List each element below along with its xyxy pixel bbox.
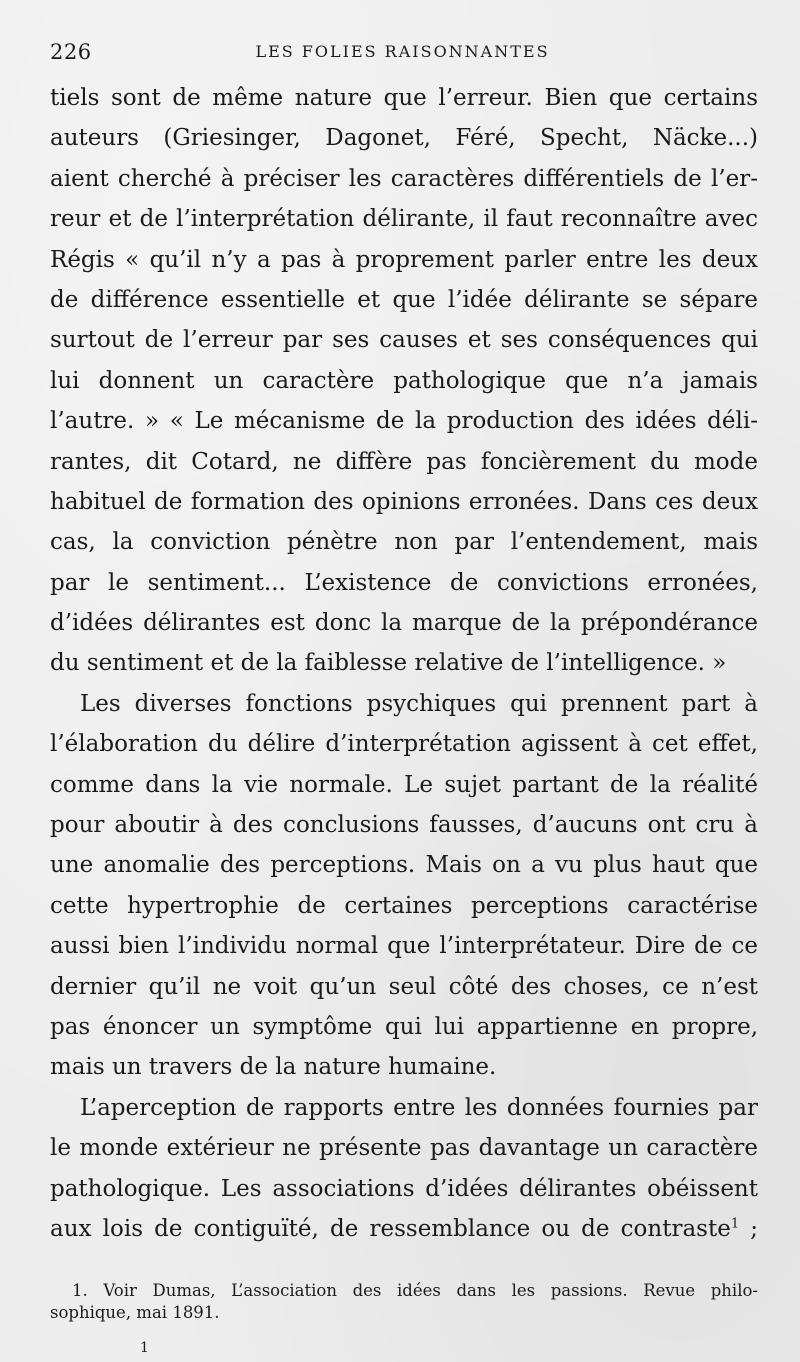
footnotes [50,1280,758,1324]
text-line: pour aboutir à des conclusions fausses, d’aucuns ont cru à [50,812,758,839]
text-line: surtout de l’erreur par ses causes et ses conséquences qui [50,327,758,354]
text-line: du sentiment et de la faiblesse relative de l’intelligence. » [50,650,727,677]
text-line: par le sentiment... L’existence de convictions erronées, [50,569,758,596]
text-line: l’autre. » « Le mécanisme de la production des idées déli- [50,408,758,435]
text-line: tiels sont de même nature que l’erreur. Bien que certains [50,85,758,111]
text-line: d’idées délirantes est donc la marque de la prépondérance [50,610,758,637]
text-line: L’aperception de rapports entre les données fournies par [80,1094,758,1121]
text-line: cette hypertrophie de certaines perceptions caractérise [50,892,758,919]
text-line: dernier qu’il ne voit qu’un seul côté des choses, ce n’est [50,973,758,1000]
running-head [50,36,755,66]
text-line: Les diverses fonctions psychiques qui prennent part à [80,690,758,717]
footnote-reference: 1 [730,1216,740,1232]
text-line: auteurs (Griesinger, Dagonet, Féré, Specht, Näcke...) [50,125,758,152]
text-line: mais un travers de la nature humaine. [50,1054,497,1081]
text-line: l’élaboration du délire d’interprétation agissent à cet effet, [50,731,758,758]
footnote-line: 1. Voir Dumas, L’association des idées dans les passions. Revue philo- [72,1281,758,1300]
signature-mark: 1 [140,1340,149,1356]
text-line: pas énoncer un symptôme qui lui appartienne en propre, [50,1013,758,1040]
text-line: pathologique. Les associations d’idées délirantes obéissent [50,1175,758,1202]
text-line: cas, la conviction pénètre non par l’entendement, mais [50,529,758,556]
text-line: lui donnent un caractère pathologique que n’a jamais [50,367,758,394]
running-title: LES FOLIES RAISONNANTES [255,42,550,61]
body-text [50,78,758,1249]
text-line-with-footnote [50,1209,758,1249]
text-line: reur et de l’interprétation délirante, il faut reconnaître avec [50,206,758,233]
footnote-line: sophique, mai 1891. [50,1303,220,1322]
text-line: une anomalie des perceptions. Mais on a vu plus haut que [50,852,758,879]
text-line: aussi bien l’individu normal que l’interprétateur. Dire de ce [50,933,758,960]
text-line: Régis « qu’il n’y a pas à proprement parler entre les deux [50,246,758,273]
text-line: le monde extérieur ne présente pas davantage un caractère [50,1135,758,1162]
text-line: rantes, dit Cotard, ne diffère pas foncièrement du mode [50,448,758,475]
text-line: de différence essentielle et que l’idée délirante se sépare [50,286,758,313]
page-number: 226 [50,40,92,64]
text-line: comme dans la vie normale. Le sujet partant de la réalité [50,771,758,798]
text-line: habituel de formation des opinions erronées. Dans ces deux [50,488,758,515]
text-line-end: ; [739,1215,758,1242]
text-line-content: aux lois de contiguïté, de ressemblance ou de contraste [50,1215,731,1242]
text-line: aient cherché à préciser les caractères différentiels de l’er- [50,165,758,192]
